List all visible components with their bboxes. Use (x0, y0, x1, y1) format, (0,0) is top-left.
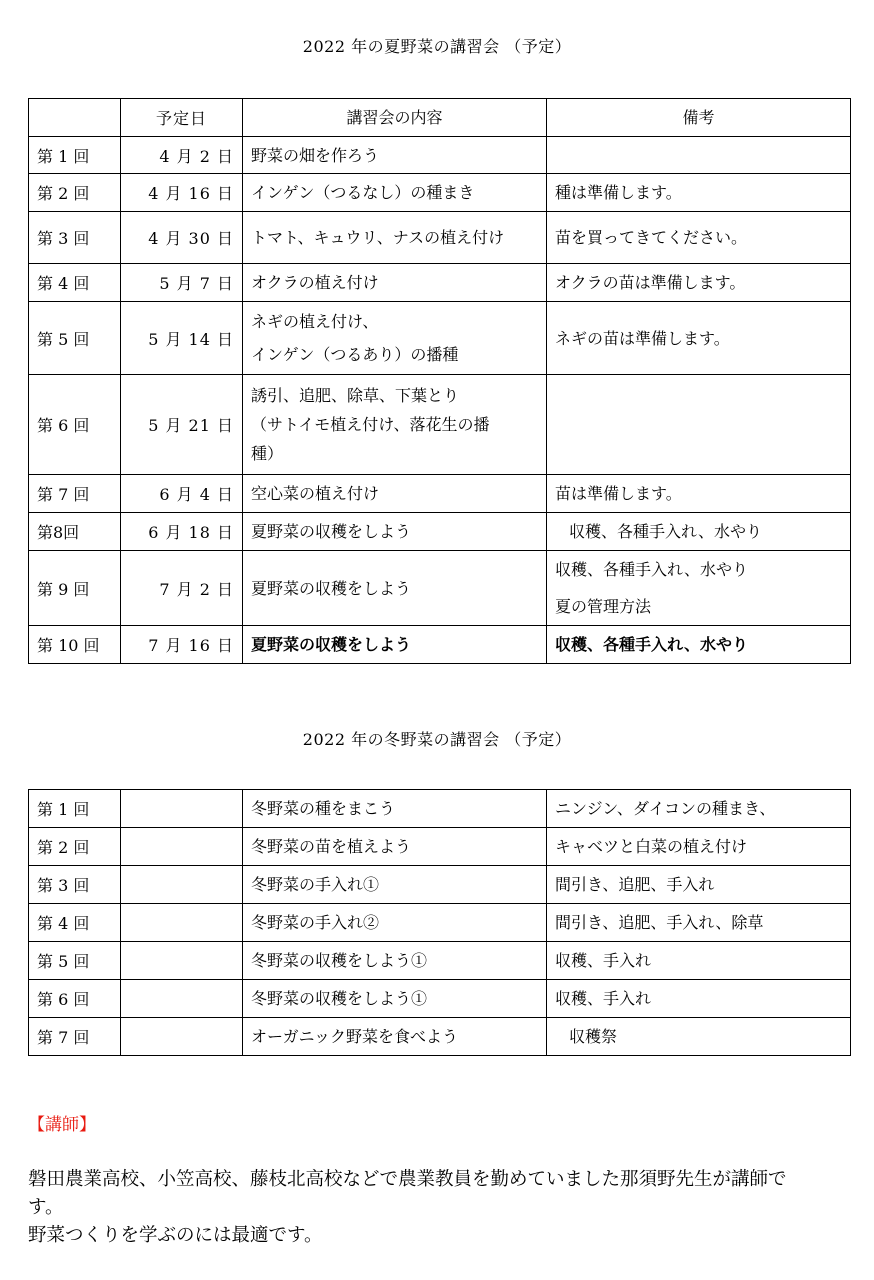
table-row (29, 1018, 851, 1056)
session-date: 4 月 2 日 (121, 137, 243, 174)
table-row (29, 980, 851, 1018)
session-note: 収穫、手入れ (547, 942, 851, 980)
winter-title: 2022 年の冬野菜の講習会 （予定） (302, 730, 572, 749)
content-line: （サトイモ植え付け、落花生の播 (251, 415, 490, 434)
session-number: 第 1 回 (29, 137, 121, 174)
session-content: 冬野菜の手入れ② (243, 904, 547, 942)
session-note (547, 475, 851, 513)
session-number: 第 6 回 (29, 375, 121, 475)
content-line: オクラの植え付け (251, 273, 379, 292)
session-note (547, 264, 851, 302)
session-date: 7 月 2 日 (121, 551, 243, 626)
session-note (547, 212, 851, 264)
session-number: 第 4 回 (29, 904, 121, 942)
session-number: 第 3 回 (29, 866, 121, 904)
content-line: 空心菜の植え付け (251, 484, 380, 503)
session-number: 第 4 回 (29, 264, 121, 302)
content-line: 夏野菜の収穫をしよう (251, 578, 412, 598)
session-note: 間引き、追肥、手入れ、除草 (547, 904, 851, 942)
session-content (243, 626, 547, 664)
session-number: 第 7 回 (29, 475, 121, 513)
header-date: 予定日 (121, 99, 243, 137)
session-date (121, 904, 243, 942)
session-content (243, 302, 547, 375)
content-line: トマト、キュウリ、ナスの植え付け (251, 228, 505, 247)
session-date: 4 月 16 日 (121, 174, 243, 212)
table-row (29, 174, 851, 212)
lecturer-line: 磐田農業高校、小笠高校、藤枝北高校などで農業教員を勤めていました那須野先生が講師で (28, 1169, 787, 1190)
session-content (243, 264, 547, 302)
session-date (121, 866, 243, 904)
session-content (243, 375, 547, 475)
session-content: 冬野菜の収穫をしよう① (243, 942, 547, 980)
table-row (29, 475, 851, 513)
session-note: ニンジン、ダイコンの種まき、 (547, 790, 851, 828)
note-line: 種は準備します。 (555, 183, 682, 202)
note-line: 収穫、各種手入れ、水やり (555, 635, 748, 654)
summer-schedule-table (28, 98, 851, 664)
session-number: 第 6 回 (29, 980, 121, 1018)
session-date: 7 月 16 日 (121, 626, 243, 664)
header-content: 講習会の内容 (243, 99, 547, 137)
note-line: ネギの苗は準備します。 (555, 328, 730, 348)
session-number: 第 5 回 (29, 942, 121, 980)
table-row (29, 302, 851, 375)
session-content (243, 174, 547, 212)
table-header-row (29, 99, 851, 137)
summer-title: 2022 年の夏野菜の講習会 （予定） (302, 37, 572, 56)
lecturer-heading: 【講師】 (28, 1115, 96, 1135)
session-date: 5 月 21 日 (121, 375, 243, 475)
session-note (547, 137, 851, 174)
table-row (29, 264, 851, 302)
header-blank (29, 99, 121, 137)
session-number: 第 1 回 (29, 790, 121, 828)
table-row (29, 790, 851, 828)
session-note (547, 551, 851, 626)
content-line: 夏野菜の収穫をしよう (251, 635, 412, 654)
session-note: キャベツと白菜の植え付け (547, 828, 851, 866)
session-number: 第 5 回 (29, 302, 121, 375)
session-date: 4 月 30 日 (121, 212, 243, 264)
table-row (29, 375, 851, 475)
session-number: 第 7 回 (29, 1018, 121, 1056)
session-content (243, 212, 547, 264)
table-row (29, 513, 851, 551)
session-note (547, 626, 851, 664)
session-note: 間引き、追肥、手入れ (547, 866, 851, 904)
session-number: 第 2 回 (29, 174, 121, 212)
session-content: 冬野菜の収穫をしよう① (243, 980, 547, 1018)
session-content: 冬野菜の苗を植えよう (243, 828, 547, 866)
session-number: 第 9 回 (29, 551, 121, 626)
note-line: 夏の管理方法 (555, 597, 652, 616)
session-date: 5 月 7 日 (121, 264, 243, 302)
session-date: 5 月 14 日 (121, 302, 243, 375)
session-content: 冬野菜の手入れ① (243, 866, 547, 904)
note-line: オクラの苗は準備します。 (555, 273, 746, 292)
session-date: 6 月 18 日 (121, 513, 243, 551)
content-line: 野菜の畑を作ろう (251, 145, 380, 165)
content-line: ネギの植え付け、 (251, 312, 379, 331)
lecturer-line: す。 (28, 1197, 64, 1218)
table-row (29, 626, 851, 664)
note-line: 苗を買ってきてください。 (555, 228, 748, 247)
table-row (29, 866, 851, 904)
session-number: 第 2 回 (29, 828, 121, 866)
session-note (547, 375, 851, 475)
session-date (121, 1018, 243, 1056)
note-line: 収穫、各種手入れ、水やり (555, 560, 748, 579)
table-row (29, 137, 851, 174)
table-row (29, 212, 851, 264)
session-date (121, 790, 243, 828)
lecturer-line: 野菜つくりを学ぶのには最適です。 (28, 1225, 323, 1246)
lecturer-description (28, 1166, 874, 1250)
session-content (243, 475, 547, 513)
session-date: 6 月 4 日 (121, 475, 243, 513)
session-content: オーガニック野菜を食べよう (243, 1018, 547, 1056)
content-line: インゲン（つるなし）の種まき (251, 183, 475, 202)
header-notes: 備考 (547, 99, 851, 137)
table-row (29, 904, 851, 942)
note-line: 収穫、各種手入れ、水やり (569, 522, 762, 541)
table-row (29, 942, 851, 980)
content-line: 誘引、追肥、除草、下葉とり (251, 386, 460, 405)
session-note: 収穫祭 (547, 1018, 851, 1056)
session-content: 冬野菜の種をまこう (243, 790, 547, 828)
winter-schedule-table (28, 789, 851, 1056)
session-number: 第 10 回 (29, 626, 121, 664)
session-number: 第 3 回 (29, 212, 121, 264)
session-note (547, 302, 851, 375)
session-note (547, 513, 851, 551)
content-line: 種） (251, 444, 284, 463)
session-content (243, 137, 547, 174)
session-date (121, 942, 243, 980)
content-line: 夏野菜の収穫をしよう (251, 522, 412, 541)
table-row (29, 828, 851, 866)
table-row (29, 551, 851, 626)
session-content (243, 551, 547, 626)
session-date (121, 980, 243, 1018)
session-content (243, 513, 547, 551)
session-note: 収穫、手入れ (547, 980, 851, 1018)
session-number: 第8回 (29, 513, 121, 551)
session-date (121, 828, 243, 866)
note-line: 苗は準備します。 (555, 484, 682, 503)
session-note (547, 174, 851, 212)
content-line: インゲン（つるあり）の播種 (251, 345, 459, 364)
